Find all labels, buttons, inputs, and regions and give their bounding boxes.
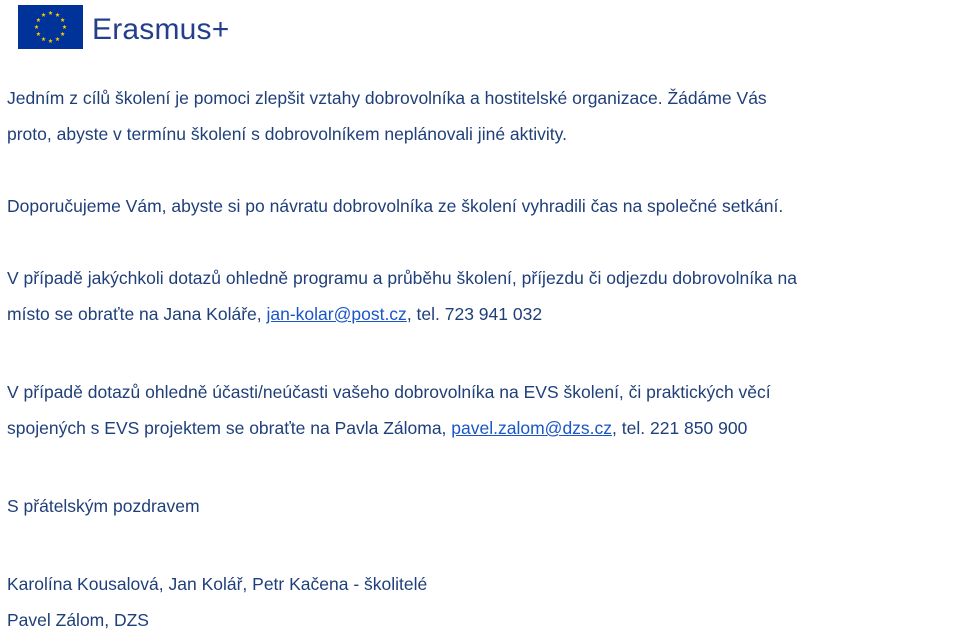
paragraph-3-text: místo se obraťte na Jana Koláře, (7, 304, 267, 324)
email-link-pavel-zalom[interactable]: pavel.zalom@dzs.cz (451, 418, 613, 438)
paragraph-1-line-1: Jedním z cílů školení je pomoci zlepšit vztahy dobrovolníka a hostitelské organizace. Žádáme Vás (7, 88, 767, 108)
erasmus-logo-text: Erasmus+ (92, 13, 230, 46)
signature-line-2: Pavel Zálom, DZS (7, 610, 149, 630)
paragraph-2: Doporučujeme Vám, abyste si po návratu dobrovolníka ze školení vyhradili čas na společné setkání. (7, 196, 784, 216)
eu-flag-icon (18, 5, 83, 49)
paragraph-3-phone: , tel. 723 941 032 (406, 304, 543, 324)
paragraph-4-line-2 (7, 410, 957, 446)
paragraph-1-line-2: proto, abyste v termínu školení s dobrovolníkem neplánovali jiné aktivity. (7, 124, 567, 144)
paragraph-3-line-2 (7, 296, 957, 332)
paragraph-3-line-1: V případě jakýchkoli dotazů ohledně programu a průběhu školení, příjezdu či odjezdu dobrovolníka na (7, 268, 797, 288)
email-link-jan-kolar[interactable]: jan-kolar@post.cz (266, 304, 407, 324)
paragraph-4-text: spojených s EVS projektem se obraťte na Pavla Záloma, (7, 418, 452, 438)
paragraph-4-line-1: V případě dotazů ohledně účasti/neúčasti vašeho dobrovolníka na EVS školení, či praktických věcí (7, 382, 771, 402)
greeting: S přátelským pozdravem (7, 496, 200, 516)
signature-line-1: Karolína Kousalová, Jan Kolář, Petr Kačena - školitelé (7, 574, 428, 594)
paragraph-4-phone: , tel. 221 850 900 (612, 418, 748, 438)
header (18, 5, 229, 49)
letter-body (7, 80, 957, 638)
